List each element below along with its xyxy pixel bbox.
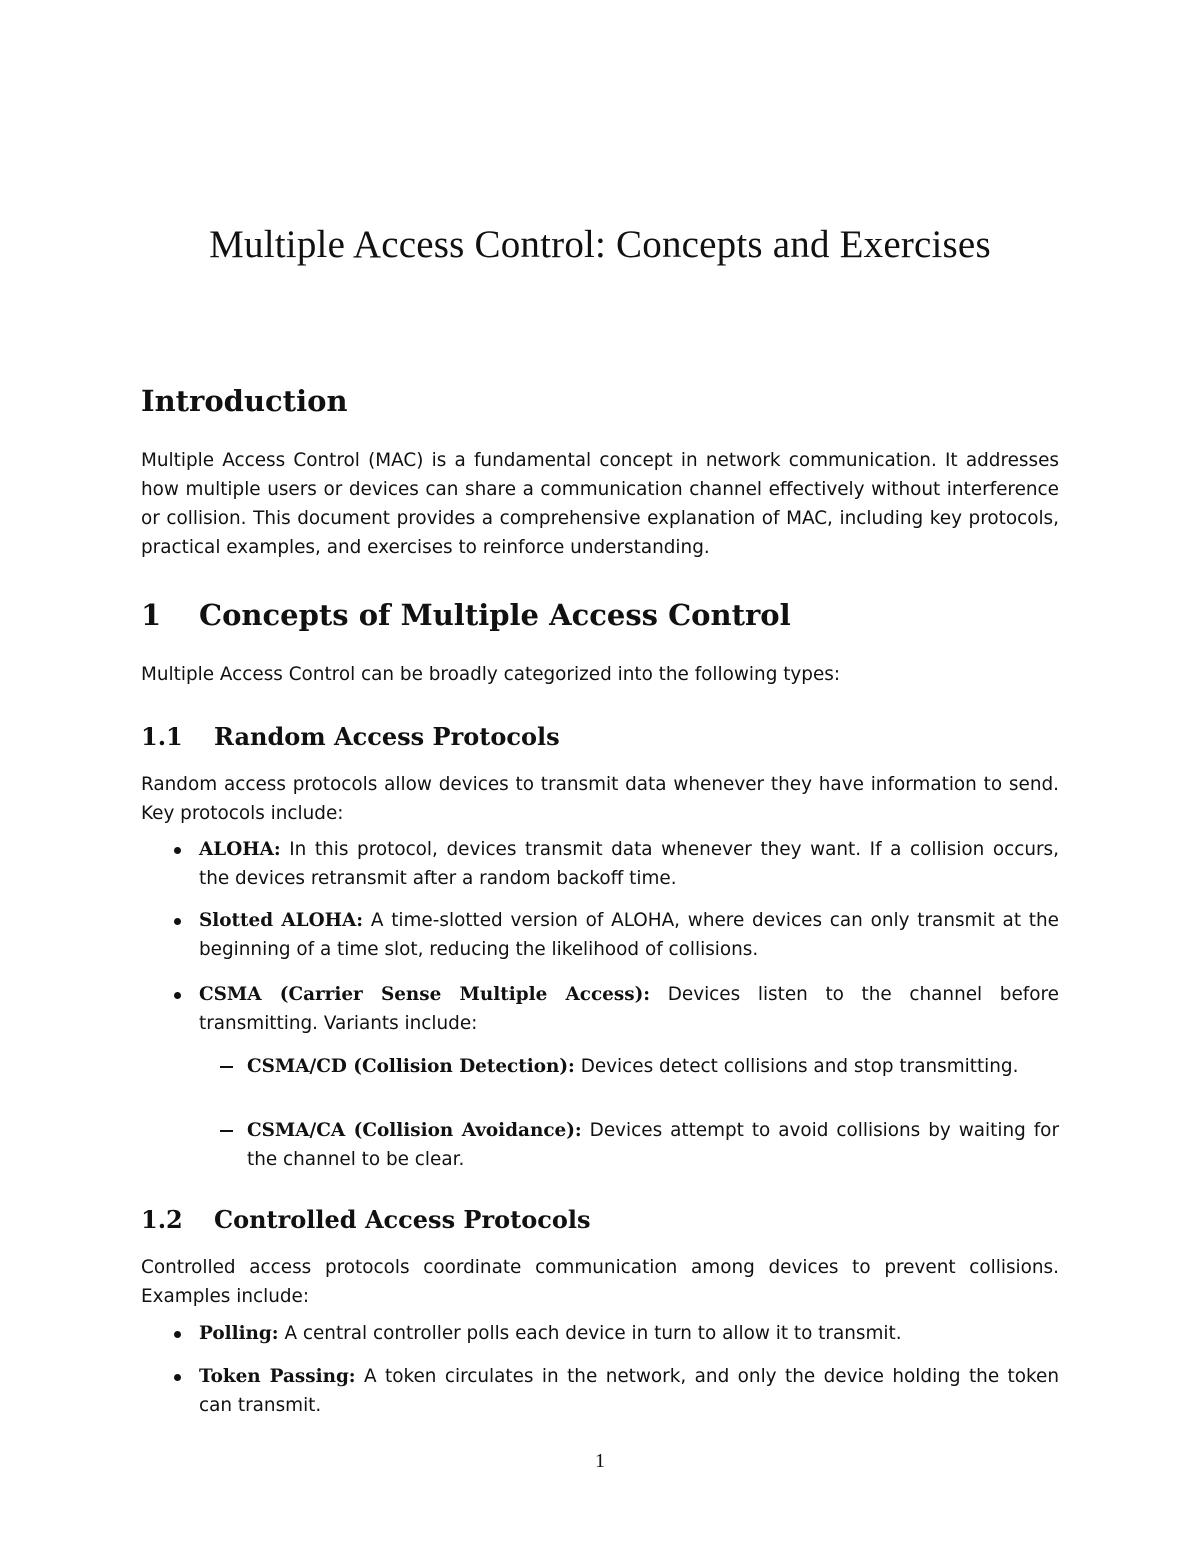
term-description: Devices attempt to avoid collisions by waiting for the channel to be clear.: [247, 1120, 1059, 1170]
term-description: A token circulates in the network, and only the device holding the token can transmit.: [199, 1366, 1059, 1416]
introduction-heading: Introduction: [141, 384, 348, 418]
bullet-icon: [174, 992, 181, 999]
subsection-number: 1.2: [141, 1205, 183, 1234]
page-number: 1: [595, 1450, 605, 1472]
bullet-icon: [174, 918, 181, 925]
dash-icon: [220, 1130, 233, 1132]
term-label: CSMA/CD (Collision Detection):: [247, 1056, 575, 1077]
term-description: In this protocol, devices transmit data whenever they want. If a collision occurs, the devices retransmit after a random backoff time.: [199, 839, 1059, 889]
term-description: A time-slotted version of ALOHA, where devices can only transmit at the beginning of a time slot, reducing the likelihood of collisions.: [199, 910, 1059, 960]
term-label: Token Passing:: [199, 1366, 356, 1387]
list-item: [199, 1362, 1059, 1420]
section-number: 1: [141, 598, 162, 632]
list-item: [199, 906, 1059, 964]
sub-list-item: [247, 1052, 1059, 1081]
term-description: A central controller polls each device in turn to allow it to transmit.: [284, 1323, 902, 1344]
bullet-icon: [174, 1331, 181, 1338]
sub-list-item: [247, 1116, 1059, 1174]
list-item: [199, 980, 1059, 1038]
bullet-icon: [174, 847, 181, 854]
document-title: Multiple Access Control: Concepts and Exercises: [209, 223, 991, 266]
dash-icon: [220, 1066, 233, 1068]
subsection-1-1-paragraph: Random access protocols allow devices to transmit data whenever they have information to send. Key protocols include:: [141, 774, 1059, 824]
term-description: Devices listen to the channel before transmitting. Variants include:: [199, 984, 1059, 1034]
term-label: CSMA/CA (Collision Avoidance):: [247, 1120, 582, 1141]
subsection-1-2-heading: [141, 1205, 590, 1234]
term-description: Devices detect collisions and stop transmitting.: [580, 1056, 1019, 1077]
term-label: ALOHA:: [199, 839, 281, 860]
section-title: Concepts of Multiple Access Control: [199, 598, 791, 632]
term-label: CSMA (Carrier Sense Multiple Access):: [199, 984, 651, 1005]
subsection-number: 1.1: [141, 722, 183, 751]
introduction-paragraph: Multiple Access Control (MAC) is a fundamental concept in network communication. It addresses how multiple users or devices can share a communication channel effectively without interference or collision. This document provides a comprehensive explanation of MAC, including key protocols, practical examples, and exercises to reinforce understanding.: [141, 450, 1059, 558]
term-label: Slotted ALOHA:: [199, 910, 364, 931]
list-item: [199, 1319, 1059, 1348]
subsection-title: Random Access Protocols: [214, 722, 560, 751]
section-1-heading: [141, 598, 791, 632]
subsection-1-1-heading: [141, 722, 560, 751]
bullet-icon: [174, 1374, 181, 1381]
subsection-title: Controlled Access Protocols: [214, 1205, 591, 1234]
section-1-intro: Multiple Access Control can be broadly categorized into the following types:: [141, 664, 841, 685]
term-label: Polling:: [199, 1323, 279, 1344]
subsection-1-2-paragraph: Controlled access protocols coordinate communication among devices to prevent collisions. Examples include:: [141, 1257, 1059, 1307]
list-item: [199, 835, 1059, 893]
